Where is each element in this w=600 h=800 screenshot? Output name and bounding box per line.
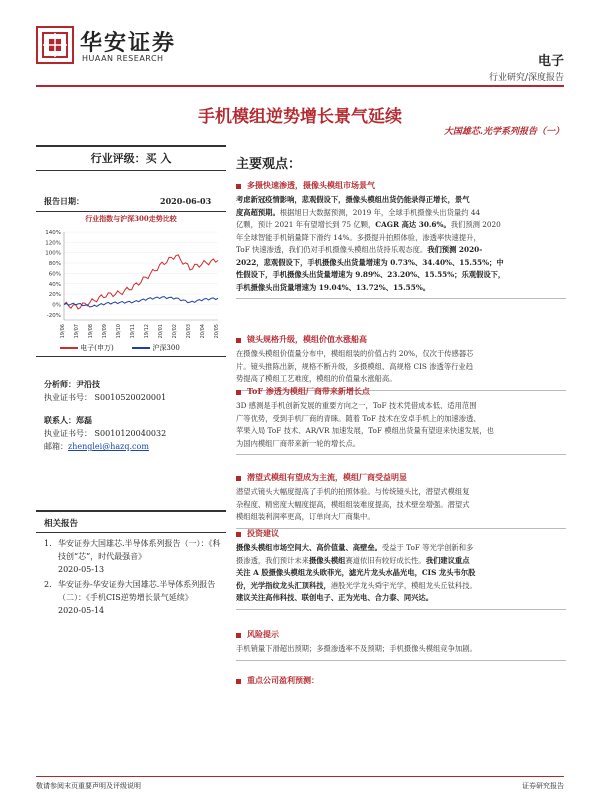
y-tick-label: 60% [48,271,61,278]
body-line [236,282,566,295]
x-tick-label: 19/11 [130,324,136,339]
section-rule [236,660,566,661]
related-item-date: 2020-05-14 [58,606,105,615]
body-text: 潜望式镜头大幅度提高了手机的拍照体验。与传统镜头比，潜望式模组复 [236,487,470,496]
body-line [236,219,566,232]
section-2 [236,334,566,391]
y-tick-label: 120% [45,240,61,247]
contact-block [44,414,166,453]
y-tick-label: 0% [52,302,61,309]
section-heading [236,528,566,539]
y-tick-label: 80% [48,261,61,268]
x-tick-label: 19/08 [88,324,94,339]
body-line [236,438,566,451]
body-line [236,555,566,568]
section-heading-text: ToF 渗透为模组厂商带来新增长点 [247,386,370,396]
x-tick-label: 20/03 [186,324,192,339]
body-text: 手机销量下滑超出预期；多摄渗透率不及预期；手机摄像头模组竞争加剧。 [236,644,477,653]
contact-cert: 执业证书号： S0010120040032 [44,429,167,438]
body-line [236,400,566,413]
section-body [236,194,566,294]
rating-value: 买 入 [145,152,172,165]
body-line [236,542,566,555]
industry-rating [36,150,226,166]
report-subtitle: 大国雄芯.光学系列报告（一） [443,127,564,137]
y-tick-label: 140% [45,230,61,236]
section-body [236,486,566,524]
body-text: 广等优势，受到手机厂商的青睐。随着 ToF 技术在安卓手机上的加速渗透、 [236,413,481,423]
logo-mark [36,26,74,64]
bold-text: 我们预测 2020- [427,245,483,254]
body-text: 片。镜头推陈出新，规格不断升级，多摄模组、高规格 CIS 渗透等行业趋 [236,361,474,371]
bold-text: 考虑新冠疫情影响，悲观假设下，摄像头模组出货仍能录得正增长，景气 [236,195,470,204]
section-heading [236,629,566,640]
bold-text: 性假设下，手机摄像头出货量增速为 9.89%、23.20%、15.55%；乐观假设下， [236,270,506,279]
related-item-title: 华安证券大国雄芯.半导体系列报告（一）：《科技创“芯”，时代最强音》 [58,539,221,561]
legend-swatch-a [60,347,78,349]
related-item-title: 华安证券-华安证券大国雄芯.半导体系列报告（二）：《手机CIS逆势增长景气延续》 [58,580,216,602]
section-heading-text: 镜头规格升级，模组价值水涨船高 [247,334,367,344]
section-heading [236,472,566,483]
y-tick-label: -20% [46,312,61,319]
date-rule [36,211,226,212]
section-6 [236,629,566,661]
body-text: 为国内模组厂商带来新一轮的增长点。 [236,438,361,448]
body-line [236,643,566,656]
bold-text: 关注 A 股摄像头模组龙头欧菲光，滤光片龙头水晶光电，CIS 龙头韦尔股 [236,568,476,577]
bullet-square-icon [236,633,241,638]
x-tick-label: 19/09 [102,324,108,339]
body-text: 年全球智能手机销量降下滑约 14%。多摄提升拍照体验，渗透率快速提升， [236,232,481,242]
body-line [236,511,566,524]
body-text: 受益于 ToF 等光学创新和多 [381,543,474,552]
body-text: 摄渗透，我们预计未来 [236,555,309,565]
body-text: 赛道依旧有较好成长性。 [345,555,426,565]
body-line [236,207,566,220]
body-text: 港股光学龙头舜宇光学，模组龙头丘钛科技。 [330,580,477,590]
related-item-date: 2020-05-13 [58,565,105,574]
logo-seal-icon [38,28,72,62]
sector-label: 电子 [537,54,564,69]
chart-legend [60,343,180,353]
x-tick-label: 19/07 [74,324,80,339]
body-line [236,486,566,499]
x-tick-label: 20/02 [172,324,178,339]
main-heading: 主要观点： [236,157,302,172]
section-body [236,348,566,386]
bold-text: 度高超预期。 [236,207,280,217]
date-label: 报告日期： [44,196,84,206]
related-title: 相关报告 [44,519,79,529]
body-text: 在摄像头模组价值量分布中，模组组装的价值占约 20%，仅次于传感器芯 [236,349,474,358]
section-heading [236,386,566,397]
rating-label: 行业评级： [90,152,146,165]
email-link[interactable]: zhenglei@hazq.com [68,442,149,451]
legend-swatch-b [132,347,150,349]
y-tick-label: 100% [45,250,61,257]
body-line [236,348,566,361]
section-3 [236,386,566,455]
chart-title: 行业指数与沪深300走势比较 [85,214,177,223]
section-rule [236,609,566,610]
x-tick-label: 20/01 [158,324,164,339]
related-item-number: 1. [44,539,52,548]
index-chart [36,226,226,342]
bullet-square-icon [236,679,241,684]
related-item-number: 2. [44,580,52,589]
related-top-rule [36,510,226,512]
header-divider [36,85,564,87]
section-body [236,400,566,450]
bold-text: 建议关注高伟科技、联创电子、正为光电、合力泰、同兴达。 [236,593,434,602]
section-heading-text: 重点公司盈利预测： [247,675,319,685]
body-text: ToF 快速渗透，我们仍对手机摄像头模组出货持乐观态度。 [236,245,428,254]
analyst-label: 分析师： [44,379,76,389]
body-text: 杂程度、精密度大幅度提高，模组组装难度提高，技术壁垒增强。潜望式 [236,499,470,509]
footer-divider [36,776,564,777]
body-line [236,373,566,386]
section-heading-text: 投资建议 [247,528,279,538]
section-4 [236,472,566,529]
y-tick-label: 20% [48,292,61,299]
body-text: 势提高了模组工艺难度，模组的价值量水涨船高。 [236,374,397,383]
logo-text: 华安证券 [80,30,177,56]
body-line [236,425,566,438]
report-title: 手机模组逆势增长景气延续 [198,107,402,127]
body-line [236,361,566,374]
body-line [236,257,566,270]
section-rule [236,298,566,299]
x-tick-label: 20/05 [214,324,220,339]
body-line [236,194,566,207]
bullet-square-icon [236,184,241,189]
section-heading [236,180,566,191]
related-rule [36,532,226,533]
y-tick-label: 40% [48,281,61,288]
x-tick-label: 20/04 [200,324,206,339]
body-line [236,580,566,593]
section-heading-text: 风险提示 [247,629,279,639]
section-heading [236,334,566,345]
section-body [236,542,566,605]
body-text: 模组组装利润率更高，订单向大厂商集中。 [236,512,375,521]
footer-disclaimer[interactable]: 敬请参阅末页重要声明及评级说明 [36,782,141,790]
x-tick-label: 19/10 [116,324,122,339]
footer-label: 证券研究报告 [522,782,564,790]
logo-english: HUAAN RESEARCH [82,54,164,63]
bold-text: 摄像头模组 [308,555,346,565]
body-line [236,592,566,605]
body-line [236,413,566,426]
analyst-name: 尹沿技 [76,379,100,389]
analyst-block [44,378,166,404]
email-label: 邮箱： [44,442,68,451]
contact-label: 联系人： [44,415,76,425]
bold-text: 摄像头模组市场空间大、高价值量、高壁垒。 [236,543,382,552]
doc-type: 行业研究/深度报告 [488,73,564,83]
bold-text: 我们建议重点 [425,555,470,565]
bold-text: 2022，悲观假设下，手机摄像头出货量增速为 0.73%、34.40%、15.55%；中 [236,257,504,267]
section-5 [236,528,566,610]
body-text: 3D 感测是手机创新发展的重要方向之一，ToF 技术凭借成本低、适用范围 [236,401,477,410]
bullet-square-icon [236,476,241,481]
bold-text: 手机摄像头出货量增速为 19.04%、13.72%、15.55%。 [236,282,431,292]
x-tick-label: 19/12 [144,324,150,339]
x-tick-label: 19/06 [60,324,66,339]
contact-name: 郑磊 [76,415,92,425]
related-list [44,537,224,619]
rating-bottom-rule [36,170,226,171]
bullet-square-icon [236,338,241,343]
body-line [236,232,566,245]
bullet-square-icon [236,390,241,395]
section-heading [236,675,566,686]
section-heading-text: 潜望式模组有望成为主流，模组厂商受益明显 [247,472,407,482]
bullet-square-icon [236,532,241,537]
section-7 [236,675,566,689]
bold-text: CAGR 高达 30.6%。 [375,220,451,229]
section-body [236,643,566,656]
body-line [236,244,566,257]
body-text: 苹果入局 ToF 技术、AR/VR 加速发展，ToF 模组出货量有望迎来快速发展，也 [236,426,494,435]
related-item[interactable] [44,578,224,617]
chart-bottom-rule [36,356,226,357]
rating-top-rule [36,145,226,147]
section-1 [236,180,566,299]
body-text: 根据旭日大数据预测，2019 年，全球手机摄像头出货量约 44 [279,207,481,217]
date-value: 2020-06-03 [160,196,212,206]
related-item[interactable] [44,537,224,576]
body-text: 我们预测 2020 [450,220,501,229]
body-text: 亿颗，预计 2021 年有望增长到 75 亿颗， [236,220,376,229]
body-line [236,269,566,282]
bold-text: 份，光学指纹龙头汇顶科技， [236,580,331,590]
body-line [236,567,566,580]
section-heading-text: 多摄快速渗透，摄像头模组市场景气 [247,180,375,190]
legend-label-a: 电子(申万) [80,344,114,352]
analyst-cert: 执业证书号： S0010520020001 [44,393,167,402]
legend-label-b: 沪深300 [152,344,180,352]
section-rule [236,454,566,455]
body-line [236,499,566,512]
